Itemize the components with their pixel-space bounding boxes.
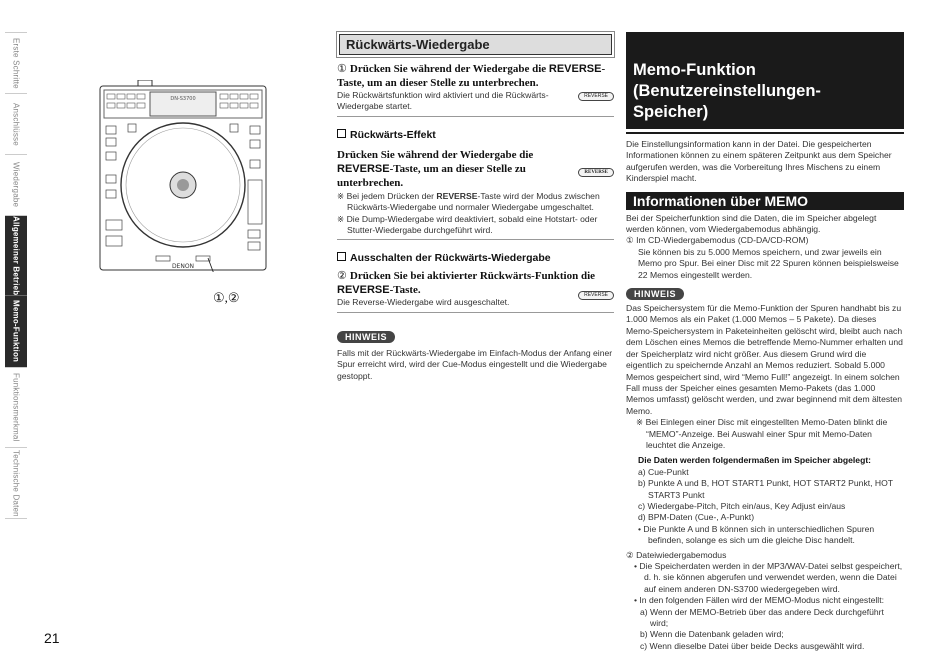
side-tab-wiedergabe[interactable] — [5, 154, 27, 215]
reverse-button-icon: REVERSE — [578, 92, 614, 101]
step-2 — [337, 269, 614, 312]
effect-step — [337, 148, 614, 241]
effect-instruction — [337, 148, 614, 190]
step-number: ① — [337, 63, 347, 75]
hinweis-badge: HINWEIS — [337, 331, 395, 343]
title-line: Memo-Funktion — [633, 61, 756, 79]
title-underline — [626, 132, 904, 134]
reverse-playback-section — [337, 32, 614, 382]
checkbox-square-icon — [337, 252, 346, 261]
file-mode-item: ② Dateiwiedergabemodus — [626, 549, 727, 560]
title-line: Speicher) — [633, 103, 709, 121]
body-text: Die Rückwärtsfunktion wird aktiviert und die Rückwärts-Wiedergabe startet. — [337, 90, 549, 112]
list-item: a) Cue-Punkt — [638, 466, 689, 477]
intro-text: Die Einstellungsinformation kann in der Datei. Die gespeicherten Informationen können zu einem späteren Zeitpunkt aus dem Speicher aufgerufen werden, was die Vorbereitung Ihres Mischens zu einem Kinderspiel macht. — [626, 139, 892, 184]
step-text: Drücken Sie während der Wiedergabe die — [337, 148, 534, 161]
side-tab-label: Allgemeiner Betrieb — [11, 215, 21, 296]
list-item: b) Punkte A und B, HOT START1 Punkt, HOT START2 Punkt, HOT START3 Punkt — [638, 478, 893, 500]
reverse-button-icon: REVERSE — [578, 168, 614, 177]
cd-player-drawing — [98, 80, 268, 272]
key-name: REVERSE — [337, 284, 390, 297]
page-number: 21 — [44, 630, 60, 646]
side-tab-anschluesse[interactable] — [5, 93, 27, 154]
key-name: REVERSE — [436, 190, 478, 201]
step-text: -Taste, um an dieser Stelle zu unterbrechen. — [337, 162, 526, 189]
hinweis-badge: HINWEIS — [626, 288, 684, 300]
note-text: -Taste wird der Modus zwischen Rückwärts-Wiedergabe und normaler Wiedergabe umgeschaltet. — [347, 190, 600, 213]
memo-function-section — [626, 32, 904, 652]
reverse-button-icon: REVERSE — [578, 291, 614, 300]
note-text: ※ Bei jedem Drücken der — [337, 190, 437, 201]
side-tab-funktionsmerkmal[interactable] — [5, 367, 27, 447]
step-text: -Taste. — [389, 284, 421, 297]
list-item: b) Wenn die Datenbank geladen wird; — [640, 629, 784, 640]
stored-list — [626, 467, 904, 547]
title-line: (Benutzereinstellungen- — [633, 82, 821, 100]
chapter-title — [626, 32, 904, 129]
cd-mode-item: ① Im CD-Wiedergabemodus (CD-DA/CD-ROM) — [626, 235, 809, 246]
subsection-title-text: Rückwärts-Effekt — [350, 128, 436, 141]
step-text: Drücken Sie bei aktivierter Rückwärts-Funktion die — [349, 270, 596, 283]
side-tab-erste-schritte[interactable] — [5, 32, 27, 93]
step-number: ② — [337, 270, 347, 283]
hinweis-note: ※ Bei Einlegen einer Disc mit eingestellten Memo-Daten blinkt die “MEMO”-Anzeige. Bei Auswahl einer Spur mit Memo-Daten leuchtet die Anzeige. — [636, 417, 888, 450]
callout-label: ①,② — [213, 290, 240, 305]
subsection-title — [337, 252, 614, 264]
list-item: d) BPM-Daten (Cue-, A-Punkt) — [638, 512, 755, 523]
stored-title: Die Daten werden folgendermaßen im Speicher abgelegt: — [638, 455, 872, 466]
list-item: c) Wenn dieselbe Datei über beide Decks ausgewählt wird. — [640, 640, 865, 651]
hinweis-block — [337, 327, 614, 382]
key-name: REVERSE — [548, 63, 602, 75]
checkbox-square-icon — [337, 129, 346, 138]
step-text: -Taste, um an dieser Stelle zu unterbrechen. — [337, 63, 606, 89]
list-item: • In den folgenden Fällen wird der MEMO-Modus nicht eingestellt: — [634, 595, 884, 606]
side-tab-label: Wiedergabe — [11, 162, 21, 208]
side-tab-label: Funktionsmerkmal — [11, 373, 21, 442]
step-1 — [337, 62, 614, 117]
section-title: Rückwärts-Wiedergabe — [339, 34, 612, 55]
device-illustration — [98, 80, 268, 272]
key-name: REVERSE — [337, 162, 390, 175]
subsection-title-text: Ausschalten der Rückwärts-Wiedergabe — [350, 252, 551, 265]
step-2-body — [337, 292, 614, 308]
step-2-instruction — [337, 269, 614, 297]
list-item: • Die Punkte A und B können sich in unterschiedlichen Spuren befinden, solange es sich um die gleiche Disc handelt. — [638, 523, 875, 546]
effect-subsection — [337, 129, 614, 241]
effect-note-2: ※ Die Dump-Wiedergabe wird deaktiviert, sobald eine Hotstart- oder Stutter-Wiedergabe durchgeführt wird. — [337, 213, 598, 236]
subsection-title — [337, 129, 614, 141]
hinweis-block — [626, 284, 904, 302]
device-brand-top: DN-S3700 — [170, 96, 196, 102]
off-subsection — [337, 252, 614, 312]
effect-note-1 — [337, 191, 614, 214]
hinweis-text: Falls mit der Rückwärts-Wiedergabe im Einfach-Modus der Anfang einer Spur erreicht wird, wird der Cue-Modus eingestellt und die Wiedergabe gestoppt. — [337, 347, 613, 381]
side-tab-memo-funktion[interactable] — [5, 295, 27, 367]
file-cases — [634, 607, 904, 653]
list-item: a) Wenn der MEMO-Betrieb über das andere Deck durchgeführt wird; — [640, 606, 884, 629]
step-1-body — [337, 90, 614, 113]
side-tab-label: Memo-Funktion — [11, 300, 21, 363]
section-heading: Informationen über MEMO — [626, 192, 904, 210]
body-text: Die Reverse-Wiedergabe wird ausgeschaltet. — [337, 297, 510, 308]
side-tab-label: Anschlüsse — [11, 102, 21, 146]
step-text: Drücken Sie während der Wiedergabe die — [349, 63, 549, 75]
list-item: c) Wiedergabe-Pitch, Pitch ein/aus, Key Adjust ein/aus — [638, 500, 846, 511]
side-tab-label: Technische Daten — [11, 449, 21, 517]
list-item: • Die Speicherdaten werden in der MP3/WAV-Datei selbst gespeichert, d. h. sie können abgerufen und verwendet werden, wenn die Datei auf einem anderen DN-S3700 wiedergegeben wird. — [634, 561, 903, 594]
hinweis-text: Das Speichersystem für die Memo-Funktion der Spuren handhabt bis zu 1.000 Memos als ein Paket (1.000 Memos – 5 Pakete). Da dieses Memo-Speichersystem in Paketeinheiten gelöscht wird, bleibt auch nach dem Löschen eines Memos die betreffende Memo-Nummer erhalten und der Speicherplatz wird nicht größer. Aus diesem Grund wird die eigentlich zu speichernde Anzahl an Memos reduziert. Sobald 5.000 Memos gespeichert sind, wird “Memo Full!” angezeigt. In einem solchen Fall muss der Speicher eines gesamten Memo-Pakets (das 1.000 Memos umfasst) gelöscht werden, und zwar beginnend mit dem ältesten Memo. — [626, 303, 903, 416]
device-brand-bottom: DENON — [171, 263, 195, 270]
file-mode-list — [626, 561, 904, 652]
side-tab-technische-daten[interactable] — [5, 447, 27, 519]
side-tab-label: Erste Schritte — [11, 37, 21, 89]
side-tabs — [5, 32, 27, 519]
step-1-instruction — [337, 62, 614, 90]
memo-paragraph: Bei der Speicherfunktion sind die Daten, die im Speicher abgelegt werden können, vom Wiedergabemodus abhängig. — [626, 212, 877, 235]
cd-mode-body: Sie können bis zu 5.000 Memos speichern, und zwar jeweils ein Memo pro Spur. Bei einer Disc mit 22 Spuren können beispielsweise 22 Memos eingestellt werden. — [638, 246, 899, 280]
side-tab-allgemeiner-betrieb[interactable] — [5, 215, 27, 295]
